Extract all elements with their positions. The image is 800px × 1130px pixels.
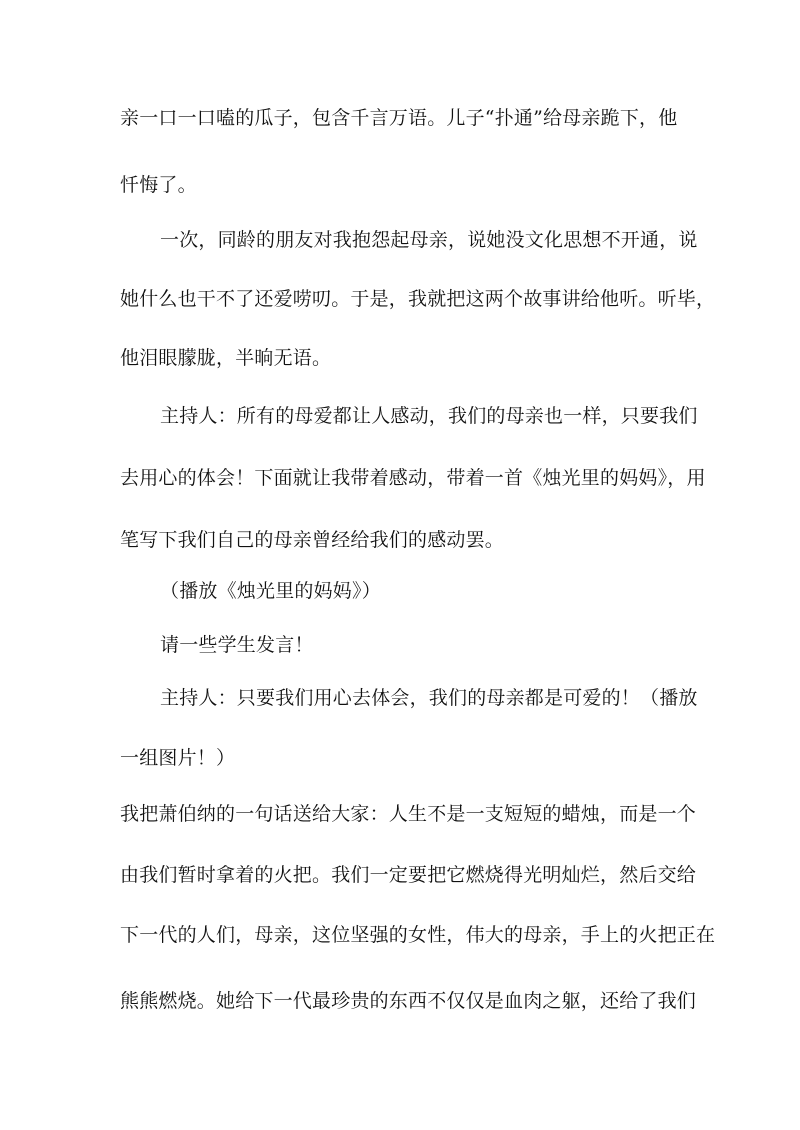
paragraph-line: 我把萧伯纳的一句话送给大家：人生不是一支短短的蜡烛，而是一个 [120,803,697,825]
paragraph-line: 请一些学生发言！ [160,634,314,656]
paragraph-line: 亲一口一口嗑的瓜子，包含千言万语。儿子“扑通”给母亲跪下，他 [120,107,678,129]
paragraph-line: 下一代的人们，母亲，这位坚强的女性，伟大的母亲，手上的火把正在 [120,924,716,946]
paragraph-line: 去用心的体会！下面就让我带着感动，带着一首《烛光里的妈妈》，用 [120,467,706,489]
paragraph-line: 由我们暂时拿着的火把。我们一定要把它燃烧得光明灿烂，然后交给 [120,864,697,886]
paragraph-line: 一组图片！） [120,747,236,769]
paragraph-line: （播放《烛光里的妈妈》） [160,580,381,602]
paragraph-line: 一次，同龄的朋友对我抱怨起母亲，说她没文化思想不开通，说 [160,229,698,251]
paragraph-line: 笔写下我们自己的母亲曾经给我们的感动罢。 [120,529,505,551]
paragraph-line: 她什么也干不了还爱唠叨。于是，我就把这两个故事讲给他听。听毕， [120,288,716,310]
paragraph-line: 他泪眼朦胧，半晌无语。 [120,347,332,369]
paragraph-line: 熊熊燃烧。她给下一代最珍贵的东西不仅仅是血肉之躯，还给了我们 [120,990,697,1012]
paragraph-line: 忏悔了。 [120,174,197,196]
paragraph-line: 主持人：只要我们用心去体会，我们的母亲都是可爱的！（播放 [160,687,698,709]
paragraph-line: 主持人：所有的母爱都让人感动，我们的母亲也一样，只要我们 [160,405,698,427]
